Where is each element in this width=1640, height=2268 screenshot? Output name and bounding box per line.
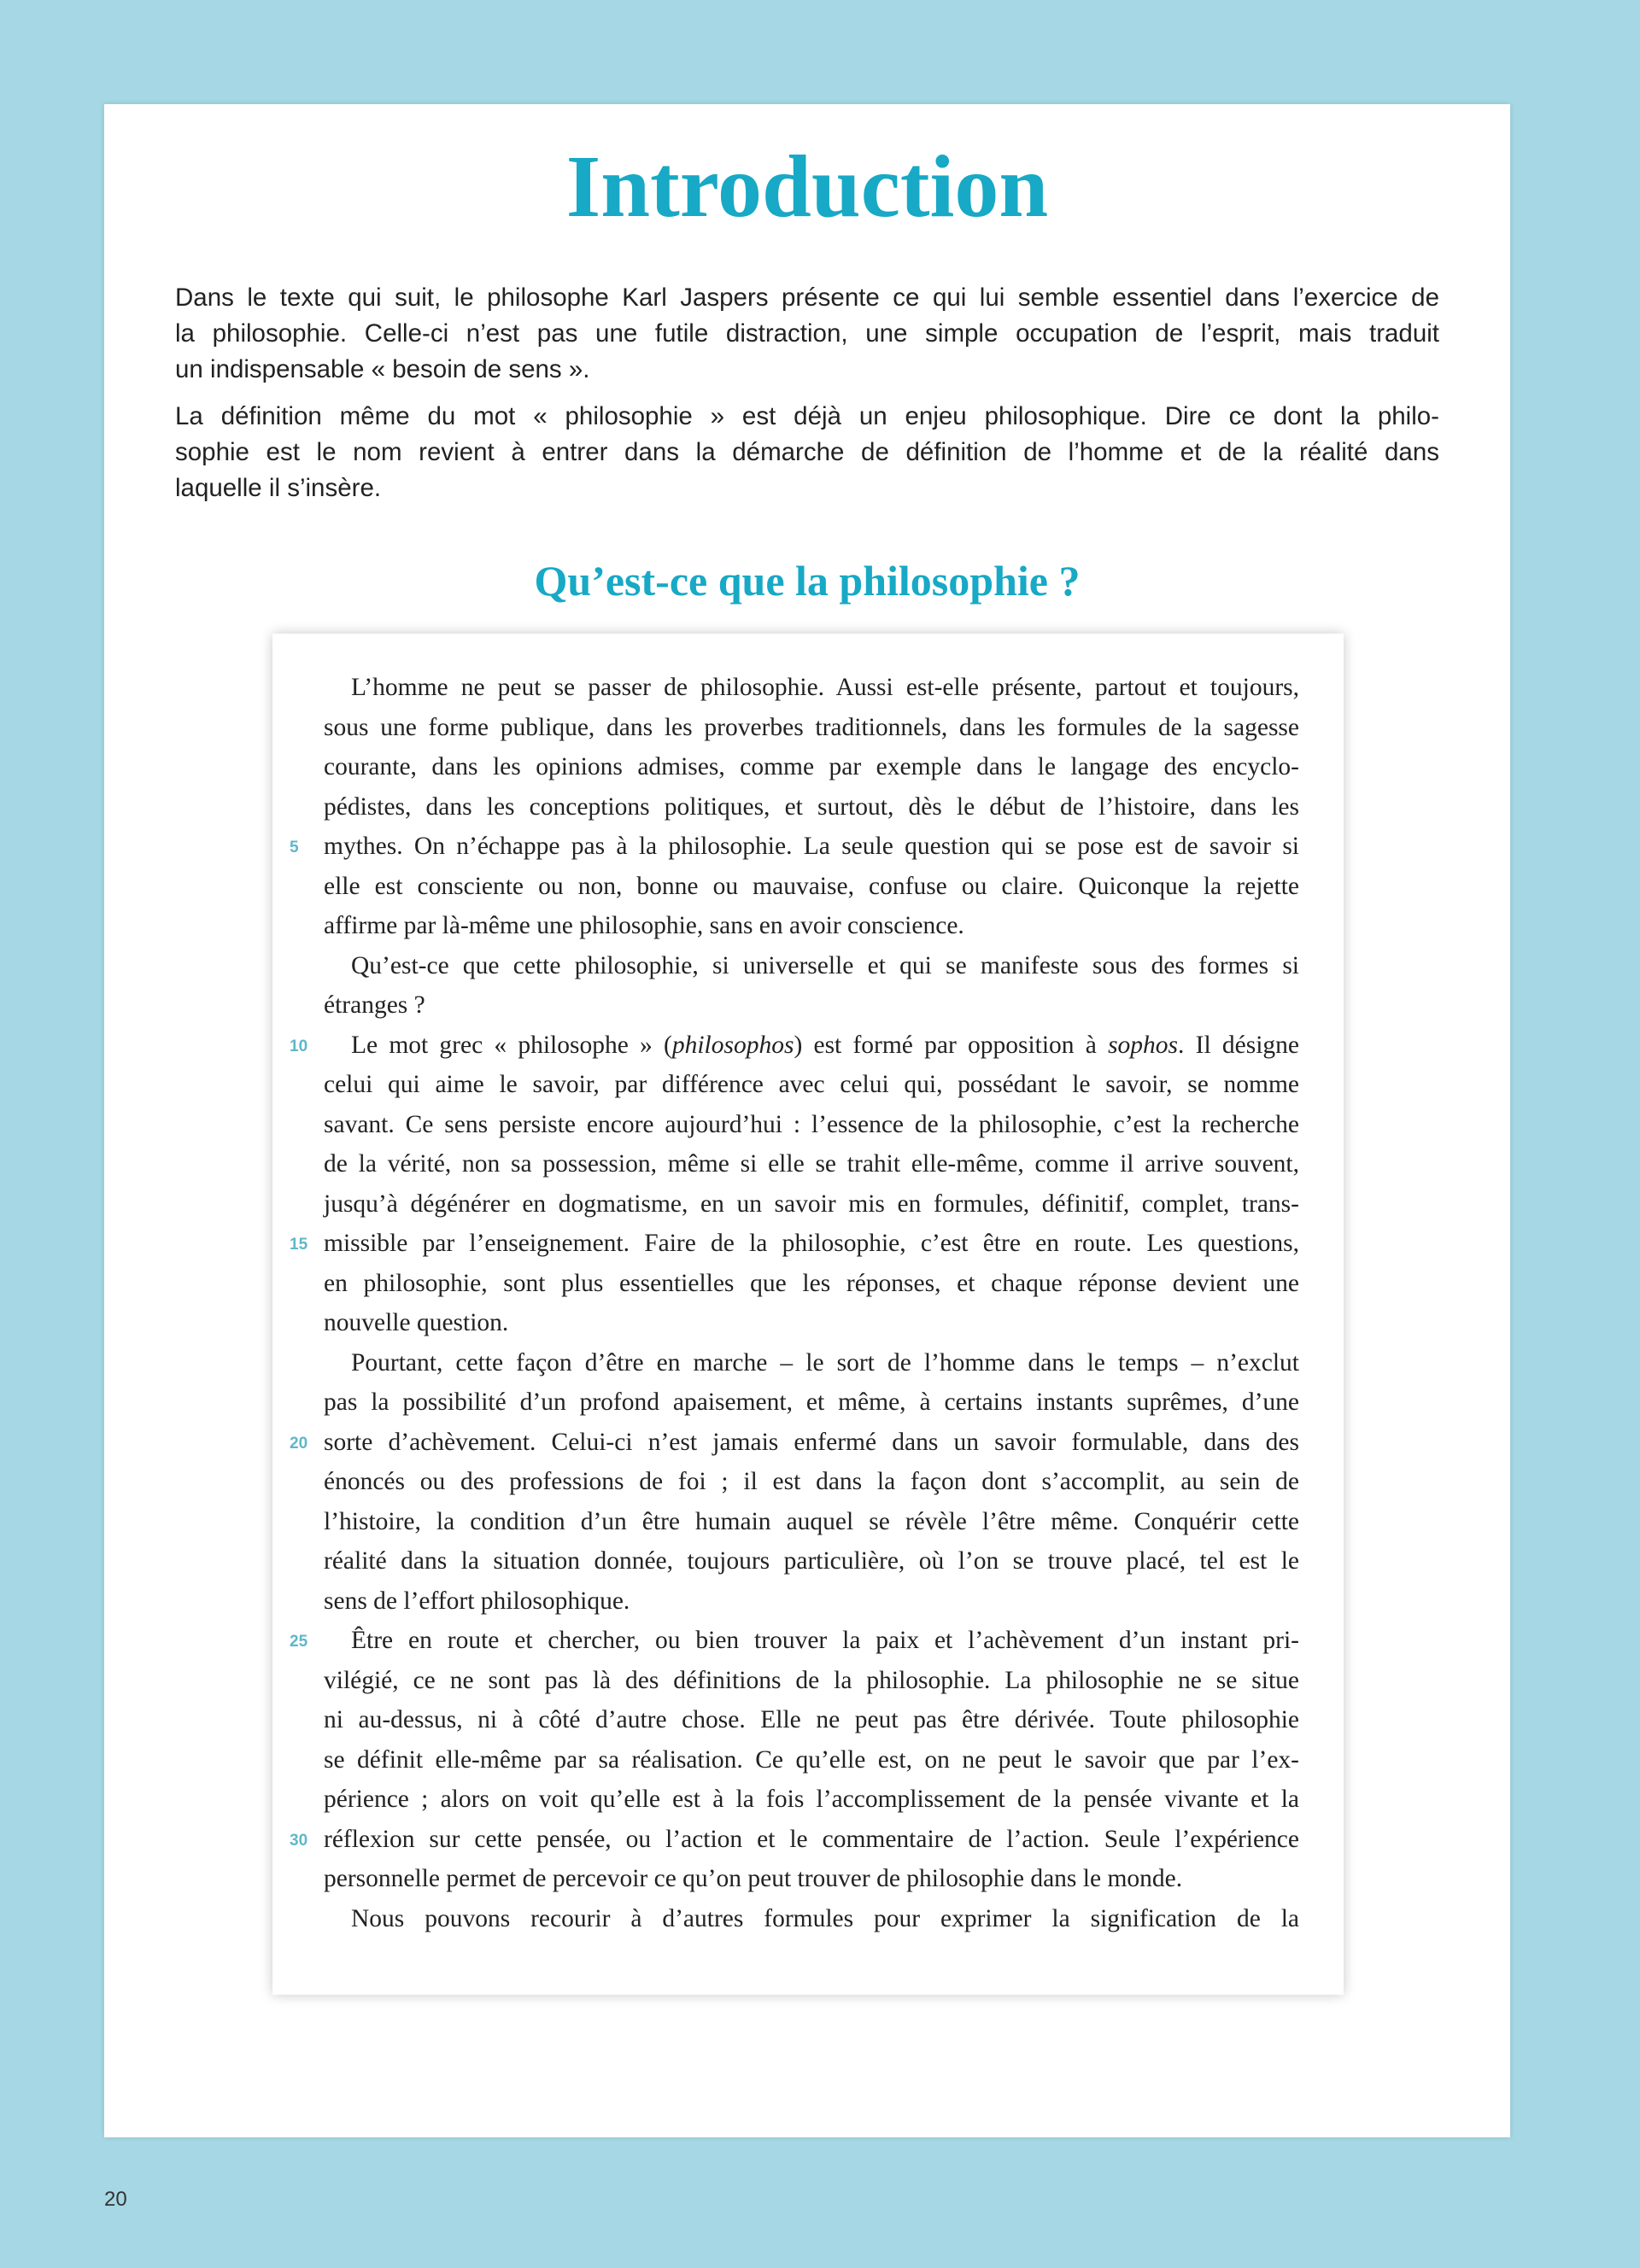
line-text: pédistes, dans les conceptions politiques, et surtout, dès le début de l’histoire, dans les — [324, 792, 1299, 821]
intro-paragraph — [175, 399, 1439, 506]
text-line — [324, 985, 1299, 1026]
line-number: 15 — [290, 1236, 308, 1254]
text-segment: ) est formé par opposition à — [794, 1031, 1109, 1059]
text-line — [290, 1820, 1299, 1860]
line-number: 25 — [290, 1633, 308, 1651]
intro-line: sophie est le nom revient à entrer dans la démarche de définition de l’homme et de la réalité dans — [175, 438, 1439, 466]
line-number: 5 — [290, 839, 299, 856]
text-line — [290, 1026, 1299, 1066]
line-text: sorte d’achèvement. Celui-ci n’est jamais enfermé dans un savoir formulable, dans des — [324, 1428, 1299, 1456]
line-text: Être en route et chercher, ou bien trouver la paix et l’achèvement d’un instant pri- — [351, 1627, 1299, 1654]
text-line — [324, 1144, 1299, 1184]
italic-term: sophos — [1108, 1031, 1179, 1059]
text-line — [324, 1899, 1299, 1939]
text-line — [324, 1541, 1299, 1581]
text-line — [324, 787, 1299, 827]
text-segment: Le mot grec « philosophe » ( — [351, 1031, 672, 1059]
line-text: de la vérité, non sa possession, même si elle se trahit elle-même, comme il arrive souvent, — [324, 1150, 1299, 1178]
line-text: se définit elle-même par sa réalisation. Ce qu’elle est, on ne peut le savoir que par l’ex- — [324, 1745, 1299, 1774]
text-line — [324, 1661, 1299, 1701]
section-title: Qu’est-ce que la philosophie ? — [534, 557, 1081, 605]
line-text: en philosophie, sont plus essentielles que les réponses, et chaque réponse devient une — [324, 1269, 1299, 1297]
line-text: Qu’est-ce que cette philosophie, si universelle et qui se manifeste sous des formes si — [351, 951, 1299, 979]
page-number: 20 — [104, 2188, 127, 2211]
text-line — [324, 1780, 1299, 1820]
text-line — [324, 1303, 1299, 1343]
line-text: Pourtant, cette façon d’être en marche – le sort de l’homme dans le temps – n’exclut — [351, 1348, 1299, 1377]
text-line — [324, 946, 1299, 986]
line-text: mythes. On n’échappe pas à la philosophie. La seule question qui se pose est de savoir si — [324, 833, 1299, 860]
line-number: 30 — [290, 1831, 308, 1850]
intro-line: la philosophie. Celle-ci n’est pas une futile distraction, une simple occupation de l’esprit, mais traduit — [175, 319, 1439, 348]
line-text: énoncés ou des professions de foi ; il est dans la façon dont s’accomplit, au sein de — [324, 1468, 1299, 1495]
line-text: celui qui aime le savoir, par différence avec celui qui, possédant le savoir, se nomme — [324, 1071, 1299, 1098]
text-line — [324, 1462, 1299, 1502]
text-line — [324, 1700, 1299, 1740]
line-text: étranges ? — [324, 991, 425, 1019]
text-line — [290, 1423, 1299, 1463]
text-segment: . Il désigne — [1178, 1031, 1299, 1059]
text-line — [324, 906, 1299, 946]
text-line — [324, 1740, 1299, 1780]
line-text: L’homme ne peut se passer de philosophie. Aussi est-elle présente, partout et toujours, — [351, 674, 1299, 701]
intro-line: Dans le texte qui suit, le philosophe Karl Jaspers présente ce qui lui semble essentiel dans l’exercice de — [175, 284, 1439, 312]
line-text: sens de l’effort philosophique. — [324, 1587, 630, 1615]
line-text: affirme par là-même une philosophie, sans en avoir conscience. — [324, 912, 964, 939]
line-text: savant. Ce sens persiste encore aujourd’hui : l’essence de la philosophie, c’est la recherche — [324, 1110, 1299, 1138]
text-line — [324, 1065, 1299, 1105]
text-line — [324, 668, 1299, 708]
text-extract-box — [272, 634, 1344, 1995]
text-line — [290, 1224, 1299, 1264]
line-text: Nous pouvons recourir à d’autres formules pour exprimer la signification de la — [351, 1904, 1299, 1932]
line-text: missible par l’enseignement. Faire de la philosophie, c’est être en route. Les questions, — [324, 1230, 1299, 1257]
text-line — [324, 1502, 1299, 1542]
text-line — [324, 1382, 1299, 1423]
line-text: ni au-dessus, ni à côté d’autre chose. Elle ne peut pas être dérivée. Toute philosophie — [324, 1706, 1299, 1733]
extract-text — [290, 668, 1299, 1938]
text-line — [324, 747, 1299, 787]
text-line — [324, 1105, 1299, 1145]
text-line — [324, 1264, 1299, 1304]
intro-line: laquelle il s’insère. — [175, 474, 382, 502]
text-line — [324, 1581, 1299, 1622]
line-text: réflexion sur cette pensée, ou l’action et le commentaire de l’action. Seule l’expérience — [324, 1825, 1299, 1853]
line-number: 10 — [290, 1037, 308, 1055]
text-line — [324, 867, 1299, 907]
line-text: sous une forme publique, dans les proverbes traditionnels, dans les formules de la sagesse — [324, 713, 1299, 741]
line-text: réalité dans la situation donnée, toujours particulière, où l’on se trouve placé, tel est le — [324, 1547, 1299, 1575]
line-text: courante, dans les opinions admises, comme par exemple dans le langage des encyclo- — [324, 753, 1299, 780]
text-line — [324, 708, 1299, 748]
line-text: nouvelle question. — [324, 1309, 509, 1336]
page-title: Introduction — [565, 137, 1049, 236]
intro-line: un indispensable « besoin de sens ». — [175, 355, 590, 383]
line-text: elle est consciente ou non, bonne ou mauvaise, confuse ou claire. Quiconque la rejette — [324, 872, 1299, 900]
italic-term: philosophos — [671, 1031, 794, 1059]
text-line — [324, 1184, 1299, 1225]
text-line — [290, 827, 1299, 867]
text-line — [324, 1859, 1299, 1899]
line-number: 20 — [290, 1434, 308, 1453]
line-text: l’histoire, la condition d’un être humain auquel se révèle l’être même. Conquérir cette — [324, 1507, 1299, 1535]
line-text: jusqu’à dégénérer en dogmatisme, en un savoir mis en formules, définitif, complet, trans- — [324, 1190, 1299, 1218]
line-text: vilégié, ce ne sont pas là des définitions de la philosophie. La philosophie ne se situe — [324, 1666, 1299, 1694]
line-text: personnelle permet de percevoir ce qu’on peut trouver de philosophie dans le monde. — [324, 1865, 1183, 1892]
line-text: pas la possibilité d’un profond apaisement, et même, à certains instants suprêmes, d’une — [324, 1388, 1299, 1416]
intro-line: La définition même du mot « philosophie » est déjà un enjeu philosophique. Dire ce dont la philo- — [175, 402, 1439, 430]
intro-paragraph — [175, 280, 1439, 388]
line-text: périence ; alors on voit qu’elle est à la fois l’accomplissement de la pensée vivante et la — [324, 1786, 1299, 1813]
text-line — [290, 1621, 1299, 1661]
text-line — [324, 1343, 1299, 1383]
